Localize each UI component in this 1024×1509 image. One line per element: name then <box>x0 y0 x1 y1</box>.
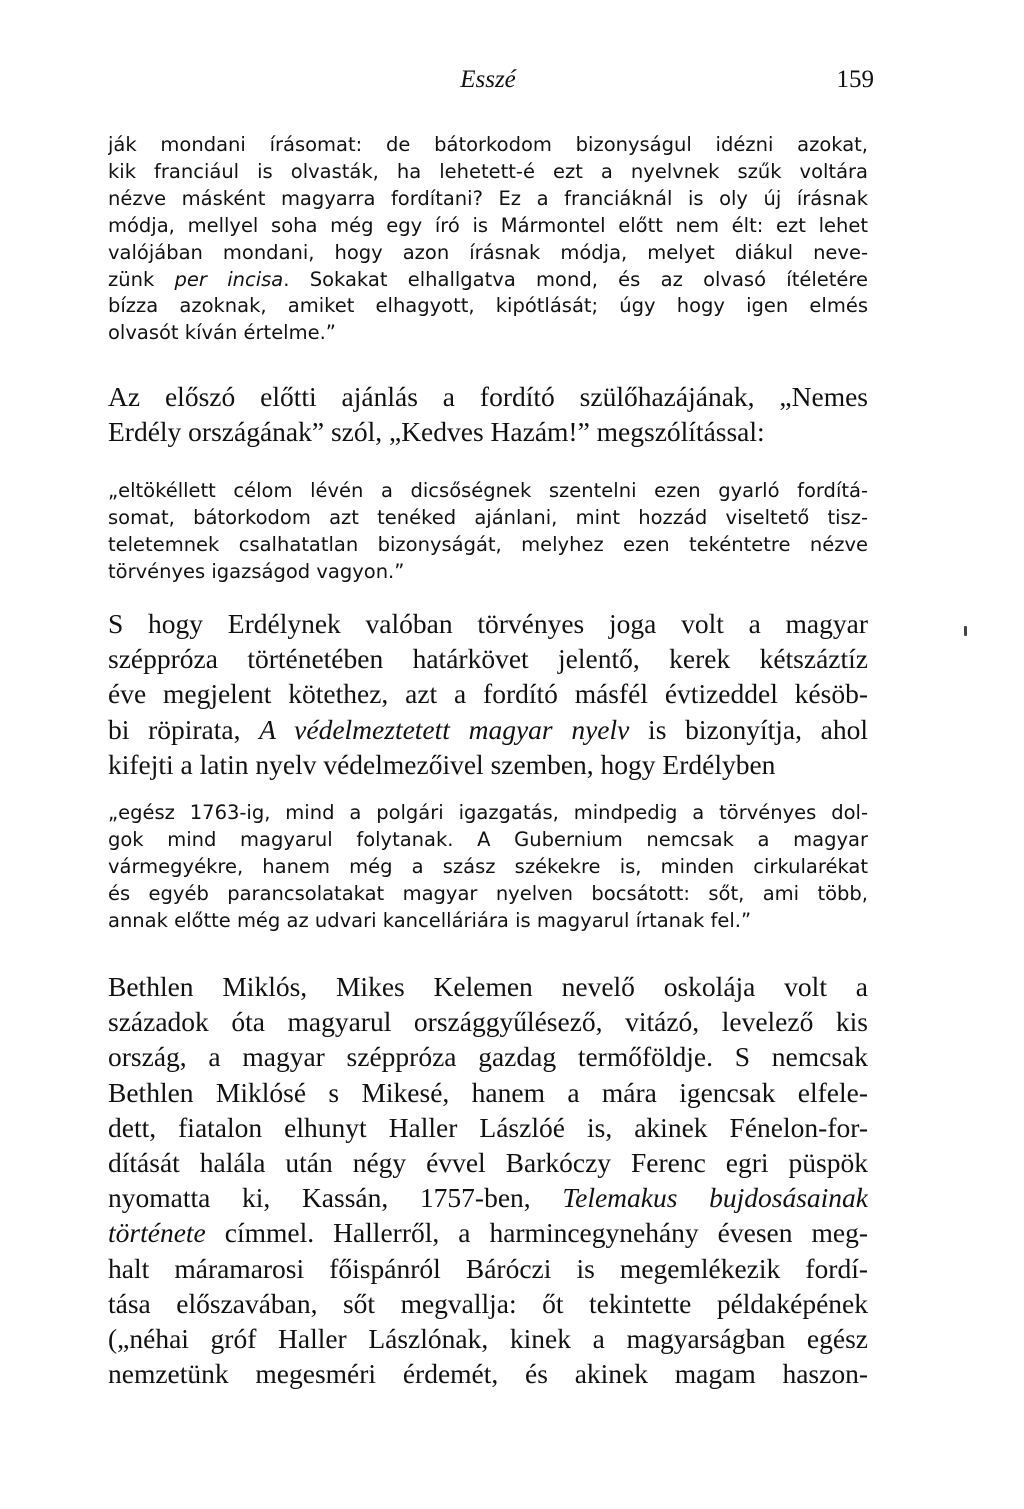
text-line: tása előszavában, sőt megvallja: őt tekintette példaképének <box>108 1287 868 1319</box>
text-line: vármegyékre, hanem még a szász székekre is, minden cirkularékat <box>108 854 868 878</box>
text-line: éve megjelent kötethez, azt a fordító másfél évtizeddel késöb- <box>108 678 868 710</box>
body-paragraph-1 <box>108 379 868 449</box>
text-line: annak előtte még az udvari kancelláriára is magyarul írtanak fel.” <box>108 908 752 932</box>
text-line: Erdély országának” szól, „Kedves Hazám!” megszólítással: <box>108 416 765 448</box>
page-number: 159 <box>836 66 874 93</box>
text-line: története címmel. Hallerről, a harmincegynehány évesen meg- <box>108 1217 868 1249</box>
text-line: „eltökéllett célom lévén a dicsőségnek szentelni ezen gyarló fordítá- <box>108 479 868 502</box>
running-title: Esszé <box>460 66 516 93</box>
running-head <box>108 66 874 100</box>
text-line: dítását halála után négy évvel Barkóczy Ferenc egri püspök <box>108 1147 868 1179</box>
italic-phrase: története <box>108 1217 206 1249</box>
text-line: Bethlen Miklós, Mikes Kelemen nevelő oskolája volt a <box>108 971 868 1002</box>
quote-paragraph-2 <box>108 478 868 586</box>
text-line: valójában mondani, hogy azon írásnak módja, melyet diákul neve- <box>108 240 868 264</box>
text-line: zünk per incisa. Sokakat elhallgatva mond, és az olvasó ítéletére <box>108 267 868 291</box>
text-line: és egyéb parancsolatakat magyar nyelven bocsátott: sőt, ami több, <box>108 881 868 905</box>
text-line: bi röpirata, A védelmeztetett magyar nyelv is bizonyítja, ahol <box>108 713 868 745</box>
text-line: századok óta magyarul országgyűlésező, vitázó, levelező kis <box>108 1006 868 1038</box>
text-line: nézve másként magyarra fordítani? Ez a franciáknál is oly új írásnak <box>108 186 868 210</box>
text-line: dett, fiatalon elhunyt Haller Lászlóé is, akinek Fénelon-for- <box>108 1111 868 1143</box>
stray-ink-mark <box>964 626 967 636</box>
book-page <box>108 0 874 1509</box>
text-line: ják mondani írásomat: de bátorkodom bizonyságul idézni azokat, <box>108 133 868 156</box>
text-line: gok mind magyarul folytanak. A Gubernium nemcsak a magyar <box>108 827 868 851</box>
text-line: Bethlen Miklósé s Mikesé, hanem a mára igencsak elfele- <box>108 1076 868 1108</box>
text-line: széppróza történetében határkövet jelentő, kerek kétszáztíz <box>108 643 868 675</box>
text-line: ország, a magyar széppróza gazdag termőföldje. S nemcsak <box>108 1041 868 1073</box>
text-line: („néhai gróf Haller Lászlónak, kinek a magyarságban egész <box>108 1323 868 1355</box>
italic-phrase: A védelmeztetett magyar nyelv <box>259 713 630 745</box>
text-line: törvényes igazságod vagyon.” <box>108 559 405 583</box>
text-line: „egész 1763-ig, mind a polgári igazgatás, mindpedig a törvényes dol- <box>108 801 868 824</box>
text-line: nyomatta ki, Kassán, 1757-ben, Telemakus bujdosásainak <box>108 1182 868 1214</box>
text-line: somat, bátorkodom azt tenéked ajánlani, mint hozzád viseltető tisz- <box>108 505 868 529</box>
italic-phrase: Telemakus bujdosásainak <box>562 1182 868 1214</box>
quote-paragraph-3 <box>108 800 868 935</box>
text-line: bízza azoknak, amiket elhagyott, kipótlását; úgy hogy igen elmés <box>108 294 868 318</box>
text-line: módja, mellyel soha még egy író is Mármontel előtt nem élt: ezt lehet <box>108 213 868 237</box>
text-line: olvasót kíván értelme.” <box>108 321 336 345</box>
text-line: kifejti a latin nyelv védelmezőivel szemben, hogy Erdélyben <box>108 748 776 780</box>
text-line: teletemnek csalhatatlan bizonyságát, melyhez ezen tekéntetre nézve <box>108 532 868 556</box>
text-line: S hogy Erdélynek valóban törvényes joga volt a magyar <box>108 608 868 639</box>
text-line: Az előszó előtti ajánlás a fordító szülőhazájának, „Nemes <box>108 381 868 412</box>
quote-paragraph-1 <box>108 132 868 347</box>
text-line: kik franciául is olvasták, ha lehetett-é ezt a nyelvnek szűk voltára <box>108 159 868 183</box>
text-line: nemzetünk megesméri érdemét, és akinek magam haszon- <box>108 1358 868 1390</box>
body-paragraph-2 <box>108 606 868 782</box>
text-line: halt máramarosi főispánról Báróczi is megemlékezik fordí- <box>108 1252 868 1284</box>
italic-phrase: per incisa <box>174 267 284 291</box>
body-paragraph-3 <box>108 969 868 1391</box>
